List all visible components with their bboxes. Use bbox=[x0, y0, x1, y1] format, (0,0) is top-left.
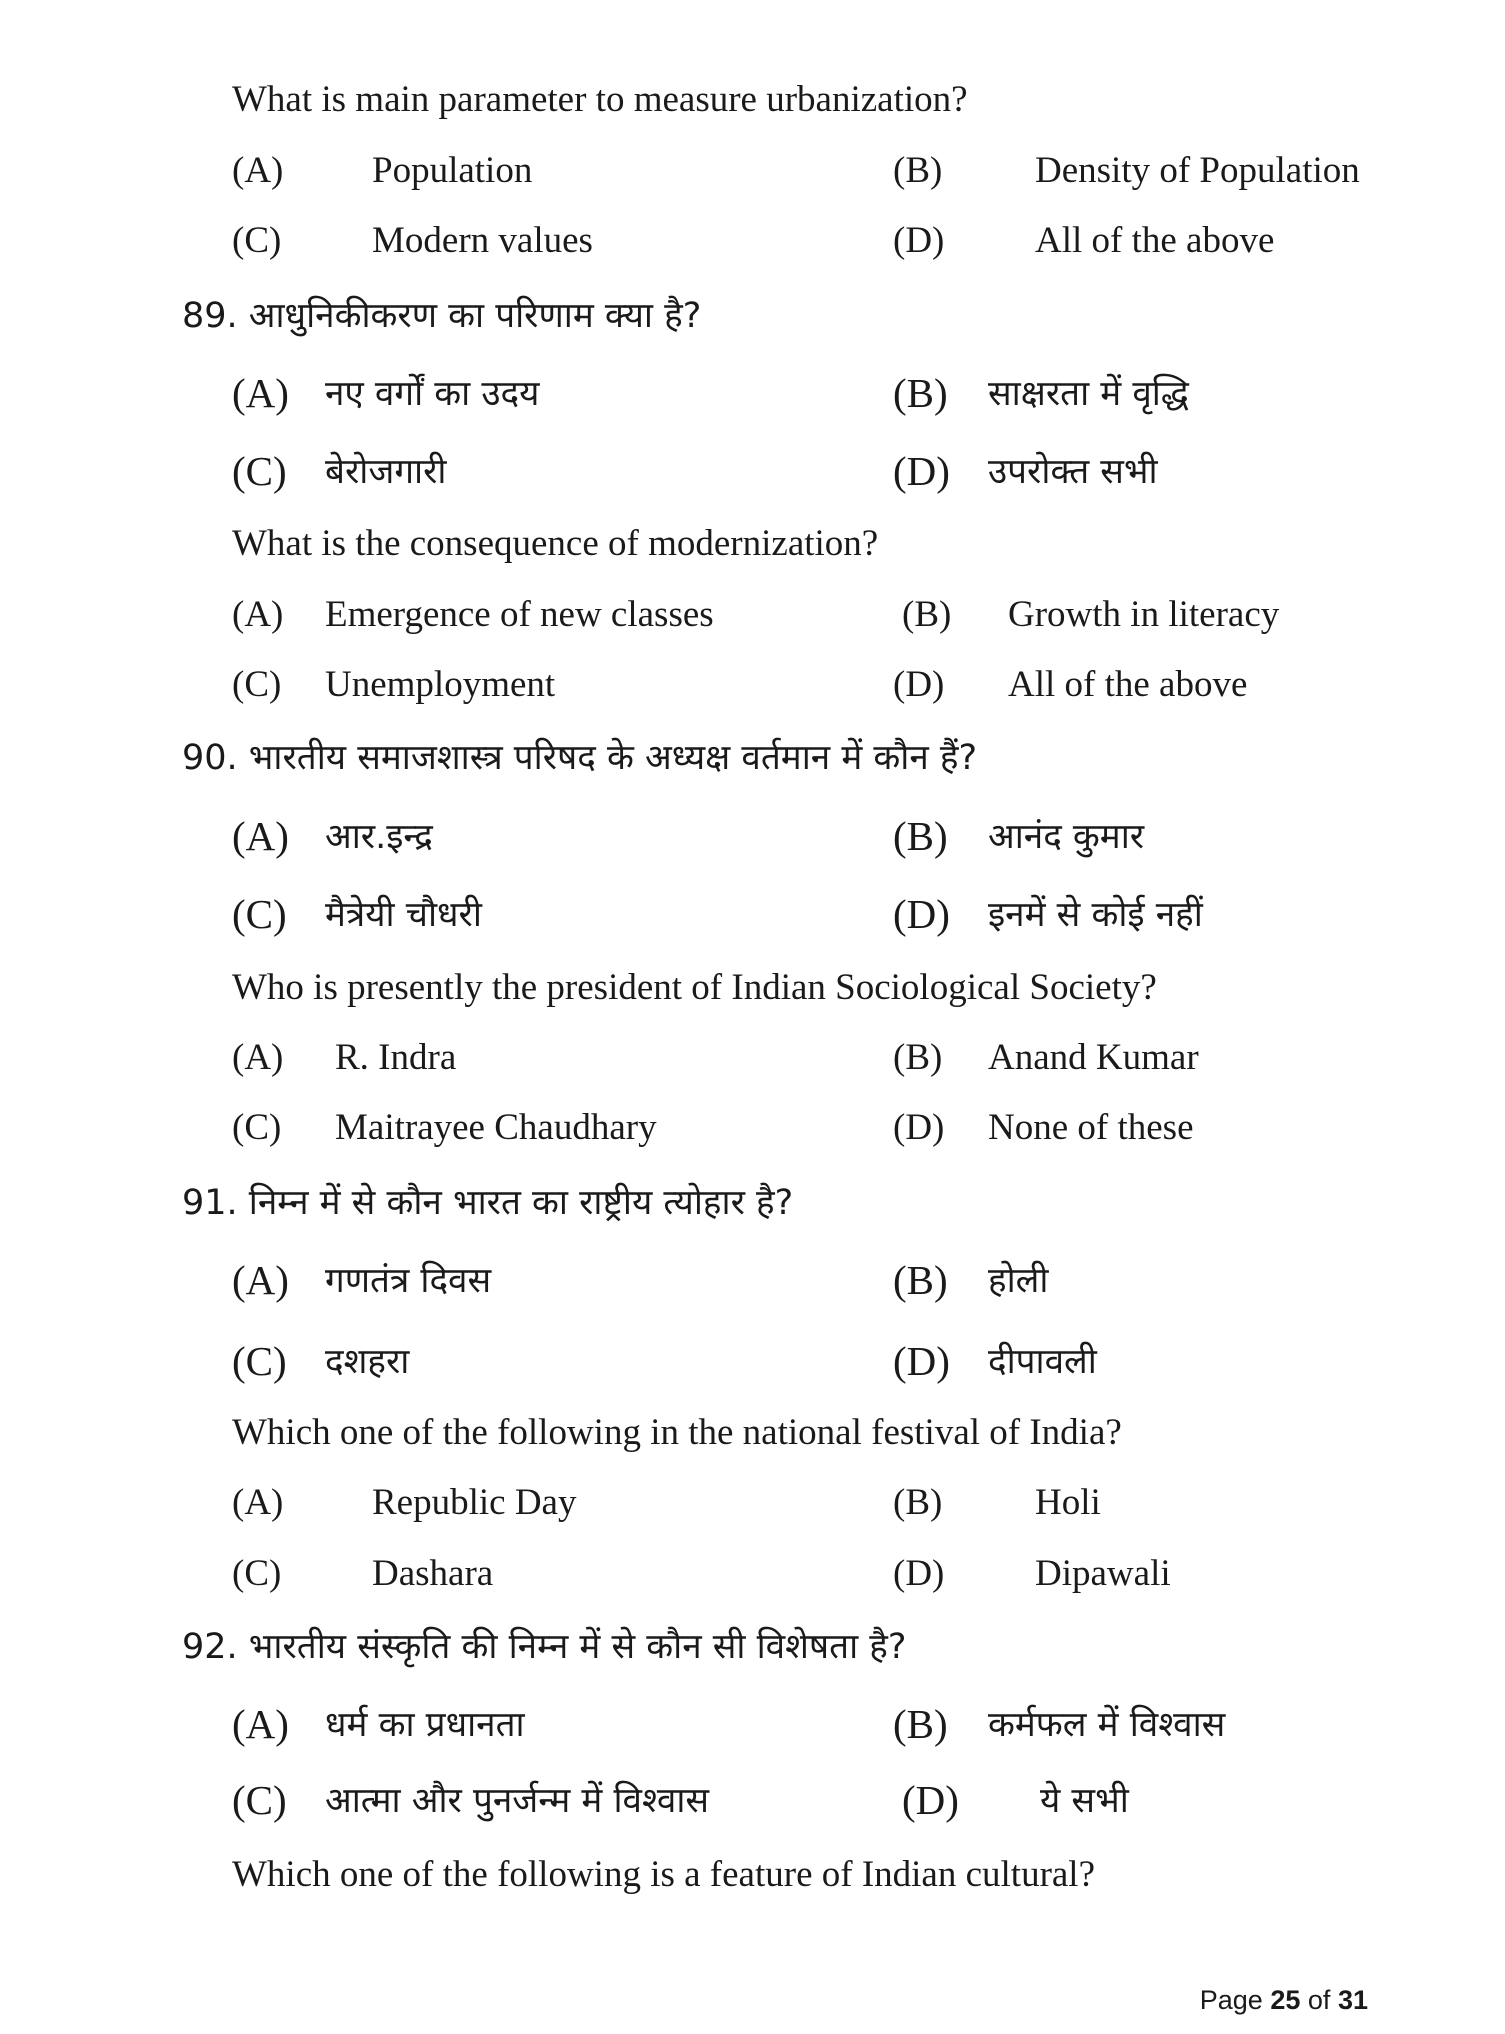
total-pages: 31 bbox=[1337, 1985, 1368, 2015]
option-text: साक्षरता में वृद्धि bbox=[988, 374, 1189, 414]
option-text: होली bbox=[988, 1261, 1049, 1301]
option-text: Unemployment bbox=[325, 664, 556, 705]
option-letter: (A) bbox=[232, 813, 289, 859]
option-text: All of the above bbox=[1008, 664, 1248, 705]
option-text: Dashara bbox=[372, 1553, 494, 1594]
option-text: धर्म का प्रधानता bbox=[325, 1705, 525, 1745]
option-text: इनमें से कोई नहीं bbox=[988, 895, 1203, 935]
option-text: Population bbox=[372, 150, 533, 191]
option-text: Maitrayee Chaudhary bbox=[335, 1107, 657, 1148]
page-number bbox=[1200, 1985, 1368, 2016]
option-text: Density of Population bbox=[1035, 150, 1360, 191]
option-text: दीपावली bbox=[988, 1342, 1097, 1382]
option-letter: (D) bbox=[893, 664, 945, 705]
question-text: Who is presently the president of Indian Sociological Society? bbox=[232, 967, 1157, 1008]
option-text: कर्मफल में विश्वास bbox=[988, 1705, 1226, 1745]
option-text: आनंद कुमार bbox=[988, 817, 1145, 857]
current-page: 25 bbox=[1270, 1985, 1301, 2015]
option-letter: (B) bbox=[902, 594, 952, 635]
option-letter: (A) bbox=[232, 1257, 289, 1303]
option-letter: (B) bbox=[893, 1701, 948, 1747]
option-text: Holi bbox=[1035, 1482, 1101, 1523]
option-text: None of these bbox=[988, 1107, 1194, 1148]
option-letter: (D) bbox=[893, 220, 945, 261]
option-letter: (C) bbox=[232, 1338, 287, 1384]
option-text: गणतंत्र दिवस bbox=[325, 1261, 492, 1301]
question-text: Which one of the following is a feature of Indian cultural? bbox=[232, 1854, 1096, 1895]
option-text: ये सभी bbox=[1040, 1781, 1129, 1821]
option-letter: (B) bbox=[893, 370, 948, 416]
option-letter: (D) bbox=[893, 1107, 945, 1148]
option-text: Anand Kumar bbox=[988, 1037, 1199, 1078]
option-letter: (D) bbox=[893, 891, 950, 937]
question-text: 90. भारतीय समाजशास्त्र परिषद के अध्यक्ष वर्तमान में कौन हैं? bbox=[182, 738, 978, 778]
question-text: 89. आधुनिकीकरण का परिणाम क्या है? bbox=[182, 296, 702, 336]
option-letter: (D) bbox=[893, 448, 950, 494]
option-letter: (C) bbox=[232, 891, 287, 937]
option-letter: (D) bbox=[893, 1553, 945, 1594]
option-text: आर.इन्द्र bbox=[325, 817, 433, 857]
option-letter: (C) bbox=[232, 1777, 287, 1823]
option-text: Republic Day bbox=[372, 1482, 577, 1523]
question-text: 91. निम्न में से कौन भारत का राष्ट्रीय त्योहार है? bbox=[182, 1183, 794, 1223]
page-label: Page bbox=[1199, 1985, 1263, 2015]
option-letter: (C) bbox=[232, 448, 287, 494]
option-text: उपरोक्त सभी bbox=[988, 452, 1158, 492]
option-text: बेरोजगारी bbox=[325, 452, 447, 492]
option-letter: (C) bbox=[232, 1107, 282, 1148]
option-text: Growth in literacy bbox=[1008, 594, 1280, 635]
option-text: R. Indra bbox=[335, 1037, 457, 1078]
question-text: Which one of the following in the national festival of India? bbox=[232, 1412, 1122, 1453]
option-letter: (A) bbox=[232, 1037, 284, 1078]
option-letter: (B) bbox=[893, 1482, 943, 1523]
option-letter: (D) bbox=[902, 1777, 959, 1823]
question-text: 92. भारतीय संस्कृति की निम्न में से कौन सी विशेषता है? bbox=[182, 1627, 907, 1667]
option-letter: (C) bbox=[232, 664, 282, 705]
option-text: All of the above bbox=[1035, 220, 1275, 261]
question-text: What is the consequence of modernization? bbox=[232, 523, 879, 564]
option-letter: (A) bbox=[232, 1482, 284, 1523]
option-letter: (C) bbox=[232, 220, 282, 261]
option-letter: (A) bbox=[232, 370, 289, 416]
option-letter: (C) bbox=[232, 1553, 282, 1594]
option-letter: (B) bbox=[893, 1257, 948, 1303]
option-text: Emergence of new classes bbox=[325, 594, 714, 635]
option-text: नए वर्गों का उदय bbox=[325, 374, 540, 414]
option-letter: (A) bbox=[232, 1701, 289, 1747]
option-text: Modern values bbox=[372, 220, 593, 261]
option-letter: (B) bbox=[893, 150, 943, 191]
option-letter: (A) bbox=[232, 594, 284, 635]
option-text: Dipawali bbox=[1035, 1553, 1171, 1594]
question-text: What is main parameter to measure urbanization? bbox=[232, 79, 968, 120]
option-text: आत्मा और पुनर्जन्म में विश्वास bbox=[325, 1781, 710, 1821]
option-letter: (B) bbox=[893, 1037, 943, 1078]
option-letter: (B) bbox=[893, 813, 948, 859]
option-text: मैत्रेयी चौधरी bbox=[325, 895, 482, 935]
option-letter: (A) bbox=[232, 150, 284, 191]
option-letter: (D) bbox=[893, 1338, 950, 1384]
page-separator: of bbox=[1307, 1985, 1331, 2015]
option-text: दशहरा bbox=[325, 1342, 410, 1382]
